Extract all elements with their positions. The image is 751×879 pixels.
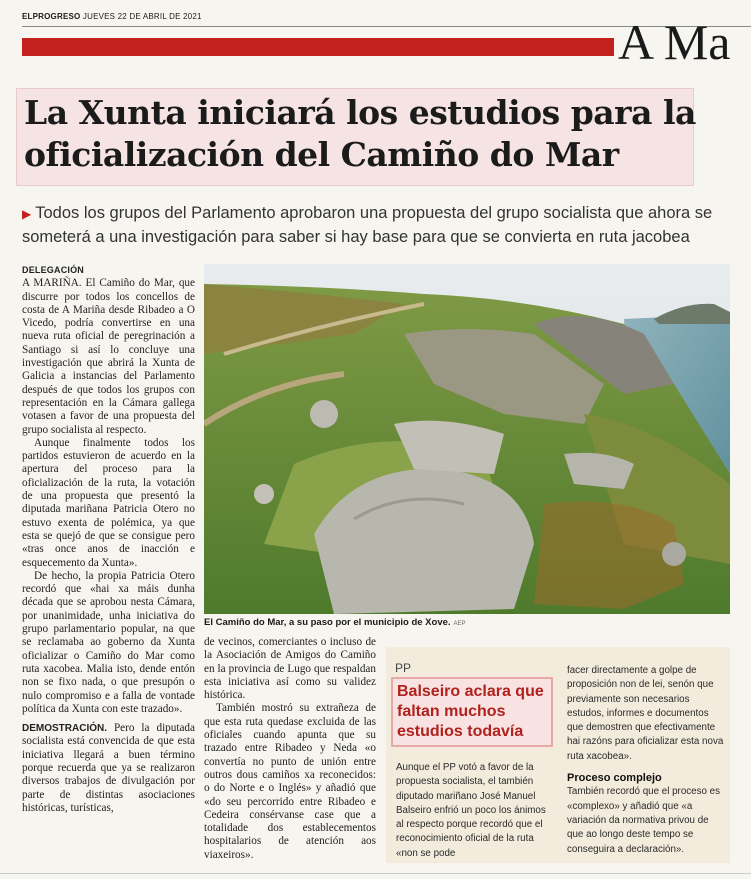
coastal-landscape-image — [204, 264, 730, 614]
sidebar-paragraph-3: También recordó que el proceso es «complexo» y añadió que «a variación da normativa privou de que ao longo deste tempo se conseguira a declaración». — [567, 786, 721, 855]
sidebar-column-1 — [396, 761, 554, 861]
paragraph-2: Aunque finalmente todos los partidos estuvieron de acuerdo en la apertura del proceso para la oficialización de la ruta, la votación de una propuesta que presentó la diputada mariñana Patricia Otero no estuvo exenta de polémica, ya que esta se quejó de que se consigue pero «tras once anos de inacción e esquecemento da Xunta». — [22, 436, 195, 569]
paragraph-3: De hecho, la propia Patricia Otero recordó que «hai xa máis dunha década que se aprobou nesta Cámara, por unanimidade, unha iniciativa do grupo parlamentario popular, na que se reclamaba ao goberno da Xunta oficializar o Camiño do Mar como ruta xacobea. Malia isto, dende entón non se fixo nada, o que presupón o nulo compromiso e a falla de vontade política da Xunta con este trazado». — [22, 569, 195, 715]
article-headline: La Xunta iniciará los estudios para la oficialización del Camiño do Mar — [24, 93, 696, 174]
lead-word: A MARIÑA. — [22, 277, 82, 290]
sidebar-label: PP — [395, 661, 412, 675]
sidebar-subhead: Proceso complejo — [567, 772, 662, 785]
dateline-kicker: DELEGACIÓN — [22, 265, 85, 275]
paragraph-4: DEMOSTRACIÓN. Pero la diputada socialista está convencida de que esta iniciativa llegará a buen término porque recuerda que ya se realizaron diversos trabajos de divulgación por parte de distintas asociaciones históricas, turísticas, — [22, 722, 195, 814]
newspaper-name: ELPROGRESO — [22, 12, 81, 21]
triangle-bullet-icon: ▶ — [22, 207, 32, 221]
article-column-1 — [22, 264, 195, 815]
article-subhead — [22, 202, 734, 249]
subhead-text: Todos los grupos del Parlamento aprobaron una propuesta del grupo socialista que ahora se someterá a una investigación para saber si hay base para que se convierta en ruta jacobea — [22, 204, 713, 246]
sidebar-column-2 — [567, 664, 727, 857]
section-name: A Ma — [618, 14, 731, 70]
sidebar-paragraph-2: facer directamente a golpe de proposición non de lei, senón que previamente son necesarios estudos, informes e documentos que demostren que efectivamente hai razóns para oficializar esta nova ruta xacobea». — [567, 665, 724, 762]
section-lead: DEMOSTRACIÓN. — [22, 723, 107, 735]
article-column-2 — [204, 636, 376, 862]
paragraph-6: También mostró su extrañeza de que esta ruta quedase excluida de las oficiales cuando apunta que su trazado entre Ribadeo y Neda «o convertía no punto de unión entre outros dous camiños xa reconecidos: o do Norte e o Inglés» y añadió que «do seu percorrido entre Ribadeo e Cedeira consérvanse case que a totalidade dos establecementos hospitalarios de atención aos viaxeiros». — [204, 702, 376, 861]
paragraph-1: A MARIÑA. El Camiño do Mar, que discurre por todos los concellos de costa de A Mariña desde Ribadeo a O Vicedo, podría convertirse en una nueva ruta oficial de peregrinación a Santiago si así lo concluye una investigación que abrirá la Xunta de Galicia a instancias del Parlamento después de que todos los grupos con representación en la Cámara gallega votasen a favor de una propuesta del grupo socialista al respecto. — [22, 277, 195, 436]
article-photo — [204, 264, 730, 614]
section-bar — [22, 38, 614, 56]
paragraph-5: de vecinos, comerciantes o incluso de la Asociación de Amigos do Camiño en la provincia de Lugo que respaldan esta iniciativa así como su validez histórica. — [204, 636, 376, 702]
sidebar-paragraph-1: Aunque el PP votó a favor de la propuesta socialista, el también diputado mariñano José Manuel Balseiro enfrió un poco los ánimos al respecto porque recordó que el reconocimiento oficial de la ruta «non se pode — [396, 762, 546, 859]
page-header — [22, 12, 202, 21]
photo-credit: AEP — [453, 621, 466, 627]
bottom-rule — [0, 873, 751, 874]
issue-date: JUEVES 22 DE ABRIL DE 2021 — [82, 12, 202, 21]
caption-text: El Camiño do Mar, a su paso por el municipio de Xove. — [204, 617, 451, 628]
sidebar-headline: Balseiro aclara que faltan muchos estudios todavía — [397, 683, 544, 740]
photo-caption — [204, 617, 466, 628]
